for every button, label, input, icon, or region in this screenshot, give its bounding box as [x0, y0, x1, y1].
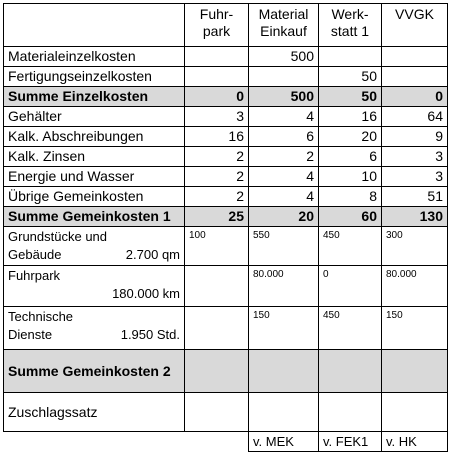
row-label: Zuschlagssatz: [4, 393, 185, 432]
footer-basis: v. FEK1: [319, 432, 382, 452]
cell: 9: [382, 127, 448, 147]
cell: [185, 393, 249, 432]
row-label: Summe Gemeinkosten 2: [4, 350, 185, 393]
row-label: Gehälter: [4, 107, 185, 127]
row-label: Fertigungseinzelkosten: [4, 67, 185, 87]
header-werkstatt: Werk- statt 1: [319, 4, 382, 47]
cell: 2: [249, 147, 319, 167]
cell: 450: [319, 307, 382, 350]
cell: 3: [382, 167, 448, 187]
table-row: [4, 307, 448, 350]
table-row: [4, 227, 448, 266]
cell: 2: [185, 147, 249, 167]
cell: [185, 350, 249, 393]
cell: [185, 307, 249, 350]
cell: 20: [319, 127, 382, 147]
cell: 130: [382, 207, 448, 227]
cell: 0: [185, 87, 249, 107]
row-label: Materialeinzelkosten: [4, 47, 185, 67]
cell: [382, 393, 448, 432]
cell: 0: [382, 87, 448, 107]
cell: [185, 266, 249, 307]
table-row: [4, 127, 448, 147]
cell: [249, 67, 319, 87]
table-row: [4, 187, 448, 207]
row-label: Technische Dienste 1.950 Std.: [4, 307, 185, 350]
amount: 180.000 km: [112, 286, 180, 301]
cell: 51: [382, 187, 448, 207]
cell: 150: [249, 307, 319, 350]
cell: 4: [249, 187, 319, 207]
cell: 50: [319, 87, 382, 107]
cell: 500: [249, 47, 319, 67]
cell: 10: [319, 167, 382, 187]
sum-row: [4, 350, 448, 393]
table-row: [4, 107, 448, 127]
cell: [382, 47, 448, 67]
cell: 60: [319, 207, 382, 227]
cell: [319, 350, 382, 393]
cell: 16: [319, 107, 382, 127]
footer-empty-cell: [4, 432, 185, 452]
cell: 550: [249, 227, 319, 266]
table-row: [4, 147, 448, 167]
row-label: Grundstücke und Gebäude 2.700 qm: [4, 227, 185, 266]
cell: [249, 350, 319, 393]
cell: 0: [319, 266, 382, 307]
cell: 6: [319, 147, 382, 167]
table-row: [4, 266, 448, 307]
cell: 50: [319, 67, 382, 87]
cell: 80.000: [382, 266, 448, 307]
cell: [319, 393, 382, 432]
row-label: Fuhrpark 180.000 km: [4, 266, 185, 307]
table-row: [4, 47, 448, 67]
cell: 4: [249, 167, 319, 187]
table-row: [4, 393, 448, 432]
row-label: Übrige Gemeinkosten: [4, 187, 185, 207]
cell: 100: [185, 227, 249, 266]
cell: [249, 393, 319, 432]
table-row: [4, 67, 448, 87]
cell: 8: [319, 187, 382, 207]
amount: 2.700 qm: [125, 247, 180, 262]
footer-row: [4, 432, 448, 452]
cell: [382, 67, 448, 87]
cell: [382, 350, 448, 393]
row-label: Kalk. Zinsen: [4, 147, 185, 167]
header-empty-cell: [4, 4, 185, 47]
footer-empty-cell: [185, 432, 249, 452]
cell: 3: [185, 107, 249, 127]
cell: [185, 47, 249, 67]
cell: 2: [185, 167, 249, 187]
cell: 150: [382, 307, 448, 350]
amount: 1.950 Std.: [120, 327, 180, 342]
row-label: Summe Einzelkosten: [4, 87, 185, 107]
cell: [319, 47, 382, 67]
header-row: [4, 4, 448, 47]
sum-row: [4, 207, 448, 227]
row-label: Summe Gemeinkosten 1: [4, 207, 185, 227]
row-label: Energie und Wasser: [4, 167, 185, 187]
cell: 64: [382, 107, 448, 127]
cell: 80.000: [249, 266, 319, 307]
cell: 450: [319, 227, 382, 266]
cell: 25: [185, 207, 249, 227]
cell: 6: [249, 127, 319, 147]
header-fuhrpark: Fuhr- park: [185, 4, 249, 47]
sum-row: [4, 87, 448, 107]
cell: 20: [249, 207, 319, 227]
cell: 16: [185, 127, 249, 147]
cell: [185, 67, 249, 87]
footer-basis: v. MEK: [249, 432, 319, 452]
cell: 3: [382, 147, 448, 167]
cell: 4: [249, 107, 319, 127]
cost-allocation-table: [3, 3, 448, 452]
footer-basis: v. HK: [382, 432, 448, 452]
header-vvgk: VVGK: [382, 4, 448, 47]
table-row: [4, 167, 448, 187]
cell: 500: [249, 87, 319, 107]
cell: 2: [185, 187, 249, 207]
row-label: Kalk. Abschreibungen: [4, 127, 185, 147]
header-material-einkauf: Material Einkauf: [249, 4, 319, 47]
cell: 300: [382, 227, 448, 266]
